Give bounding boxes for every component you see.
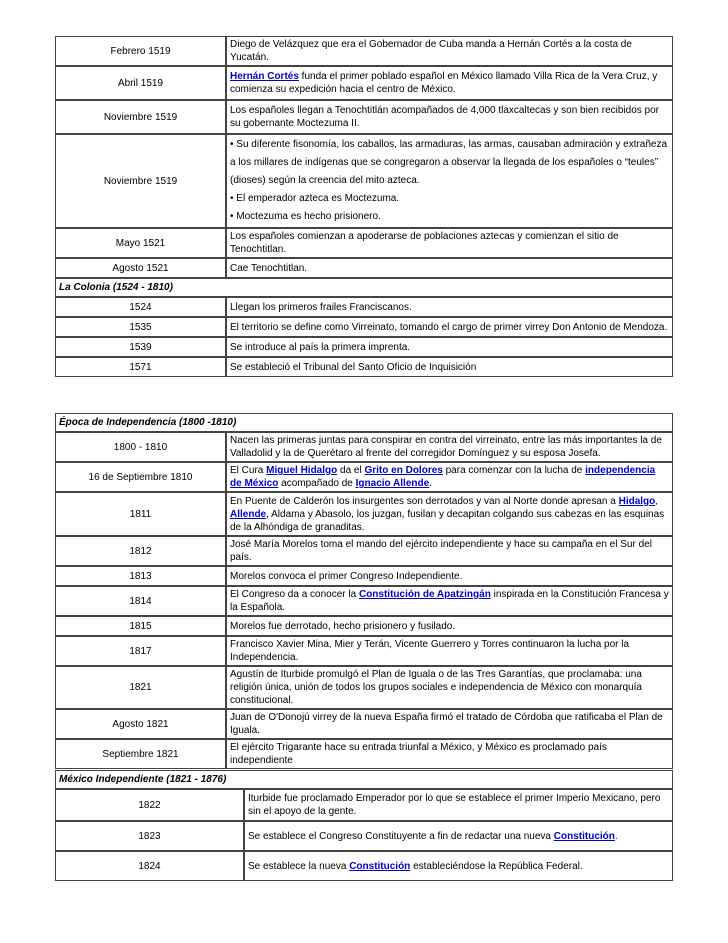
constitucion-link[interactable]: Constitución xyxy=(553,830,615,842)
table-row xyxy=(55,851,673,881)
table-row xyxy=(55,616,673,636)
event-cell: Llegan los primeros frailes Franciscanos. xyxy=(226,297,673,317)
section-row xyxy=(55,413,673,432)
independencia-de-mexico-link[interactable]: independencia de México xyxy=(230,465,656,489)
event-cell xyxy=(244,821,673,851)
section-title-colonia: La Colonia (1524 - 1810) xyxy=(55,278,673,297)
table-row xyxy=(55,536,673,566)
table-row xyxy=(55,492,673,536)
miguel-hidalgo-link[interactable]: Miguel Hidalgo xyxy=(266,465,338,476)
date-cell: 1812 xyxy=(55,536,226,566)
constitucion-link[interactable]: Constitución xyxy=(349,860,411,872)
table-row xyxy=(55,462,673,492)
date-cell: 1817 xyxy=(55,636,226,666)
date-cell: 1800 - 1810 xyxy=(55,432,226,462)
event-cell: Nacen las primeras juntas para conspirar en contra del virreinato, entre las más importantes la de Valladolid y la de Querétaro al frente del corregidor Domínguez y su esposa Josefa. xyxy=(226,432,673,462)
date-cell: 1811 xyxy=(55,492,226,536)
table-row xyxy=(55,337,673,357)
date-cell: Mayo 1521 xyxy=(55,228,226,258)
bullet-item: • Su diferente fisonomía, los caballos, las armaduras, las armas, causaban admiración y extrañeza a los millares de indígenas que se congregaron a observar la llegada de los españoles o “teules” (dioses) según la creencia del mito azteca. xyxy=(230,139,668,186)
event-text: El Congreso da a conocer la xyxy=(230,589,359,600)
date-cell: 1821 xyxy=(55,666,226,709)
date-cell: 1571 xyxy=(55,357,226,377)
table-row xyxy=(55,36,673,66)
event-cell: Iturbide fue proclamado Emperador por lo que se establece el primer Imperio Mexicano, pero sin el apoyo de la gente. xyxy=(244,789,673,821)
allende-link[interactable]: Allende xyxy=(230,508,267,520)
hidalgo-link[interactable]: Hidalgo xyxy=(618,495,656,507)
event-cell xyxy=(244,851,673,881)
event-cell: Agustín de Iturbide promulgó el Plan de Iguala o de las Tres Garantías, que proclamaba: una religión única, unión de todos los grupos sociales e independencia de México con monarquía constitucional. xyxy=(226,666,673,709)
event-cell: José María Morelos toma el mando del ejército independiente y hace su campaña en el Sur del país. xyxy=(226,536,673,566)
independencia-table xyxy=(55,413,673,769)
event-cell: Diego de Velázquez que era el Gobernador de Cuba manda a Hernán Cortés a la costa de Yucatán. xyxy=(226,36,673,66)
table-row xyxy=(55,566,673,586)
date-cell: 1822 xyxy=(55,789,244,821)
event-cell xyxy=(226,492,673,536)
event-cell: Juan de O'Donojú virrey de la nueva España firmó el tratado de Córdoba que ratificaba el Plan de Iguala. xyxy=(226,709,673,739)
event-text: estableciéndose la República Federal. xyxy=(410,860,583,872)
event-cell: Los españoles llegan a Tenochtitlán acompañados de 4,000 tlaxcaltecas y son bien recibidos por su gobernante Moctezuma II. xyxy=(226,100,673,134)
ignacio-allende-link[interactable]: Ignacio Allende xyxy=(355,478,430,489)
bullet-item: • Moctezuma es hecho prisionero. xyxy=(230,211,381,222)
event-text: acompañado de xyxy=(278,478,356,489)
date-cell: Agosto 1521 xyxy=(55,258,226,278)
date-cell: Agosto 1821 xyxy=(55,709,226,739)
event-text: Se establece la nueva xyxy=(248,860,350,872)
event-cell: Cae Tenochtitlan. xyxy=(226,258,673,278)
event-cell: Morelos fue derrotado, hecho prisionero y fusilado. xyxy=(226,616,673,636)
section-row xyxy=(55,278,673,297)
event-text: En Puente de Calderón los insurgentes son derrotados y van al Norte donde apresan a xyxy=(230,495,619,507)
date-cell: Noviembre 1519 xyxy=(55,100,226,134)
date-cell: 1815 xyxy=(55,616,226,636)
table-row xyxy=(55,100,673,134)
table-row xyxy=(55,66,673,100)
date-cell: 16 de Septiembre 1810 xyxy=(55,462,226,492)
date-cell: 1524 xyxy=(55,297,226,317)
date-cell: Septiembre 1821 xyxy=(55,739,226,769)
event-cell xyxy=(226,586,673,616)
event-text: para comenzar con la lucha de xyxy=(442,465,586,476)
table-row xyxy=(55,709,673,739)
event-text: . xyxy=(614,830,618,842)
date-cell: 1823 xyxy=(55,821,244,851)
event-text: , xyxy=(655,495,659,507)
constitucion-apatzingan-link[interactable]: Constitución de Apatzingán xyxy=(358,589,491,600)
date-cell: 1813 xyxy=(55,566,226,586)
conquista-table xyxy=(55,36,673,377)
table-row xyxy=(55,317,673,337)
event-cell: Se estableció el Tribunal del Santo Oficio de Inquisición xyxy=(226,357,673,377)
event-text: El Cura xyxy=(230,465,267,476)
event-cell: El ejército Trigarante hace su entrada triunfal a México, y México es proclamado país independiente xyxy=(226,739,673,769)
mexico-independiente-table xyxy=(55,770,673,881)
date-cell: Abril 1519 xyxy=(55,66,226,100)
date-cell: Febrero 1519 xyxy=(55,36,226,66)
section-row xyxy=(55,770,673,789)
section-title-independencia: Época de Independencia (1800 -1810) xyxy=(55,413,673,432)
event-text: da el xyxy=(337,465,365,476)
date-cell: 1535 xyxy=(55,317,226,337)
table-row xyxy=(55,357,673,377)
date-cell: 1539 xyxy=(55,337,226,357)
table-row xyxy=(55,666,673,709)
table-row xyxy=(55,789,673,821)
event-cell: Morelos convoca el primer Congreso Independiente. xyxy=(226,566,673,586)
event-cell xyxy=(226,462,673,492)
table-row xyxy=(55,821,673,851)
table-row xyxy=(55,228,673,258)
table-row xyxy=(55,134,673,228)
event-text: Se establece el Congreso Constituyente a fin de redactar una nueva xyxy=(248,830,554,842)
date-cell: Noviembre 1519 xyxy=(55,134,226,228)
event-cell: El territorio se define como Virreinato, tomando el cargo de primer virrey Don Antonio de Mendoza. xyxy=(226,317,673,337)
event-cell xyxy=(226,66,673,100)
date-cell: 1824 xyxy=(55,851,244,881)
event-text: , Aldama y Abasolo, los juzgan, fusilan y decapitan colgando sus cabezas en las esquinas de la Alhóndiga de granaditas. xyxy=(230,508,665,533)
table-row xyxy=(55,636,673,666)
bullet-item: • El emperador azteca es Moctezuma. xyxy=(230,193,400,204)
section-title-mexico: México Independiente (1821 - 1876) xyxy=(55,770,673,789)
event-cell: Los españoles comienzan a apoderarse de poblaciones aztecas y comienzan el sitio de Tenochtitlan. xyxy=(226,228,673,258)
event-text: inspirada en la Constitución Francesa y la Española. xyxy=(230,589,669,613)
table-row xyxy=(55,432,673,462)
table-row xyxy=(55,586,673,616)
grito-en-dolores-link[interactable]: Grito en Dolores xyxy=(364,465,443,476)
table-row xyxy=(55,258,673,278)
event-cell xyxy=(226,134,673,228)
hernan-cortes-link[interactable]: Hernán Cortés xyxy=(230,71,299,82)
table-row xyxy=(55,739,673,769)
event-cell: Francisco Xavier Mina, Mier y Terán, Vicente Guerrero y Torres continuaron la lucha por la Independencia. xyxy=(226,636,673,666)
event-text: . xyxy=(429,478,432,489)
event-cell: Se introduce al país la primera imprenta. xyxy=(226,337,673,357)
event-text: funda el primer poblado español en México llamado Villa Rica de la Vera Cruz, y comienza su expedición hacia el centro de México. xyxy=(230,71,658,95)
table-row xyxy=(55,297,673,317)
date-cell: 1814 xyxy=(55,586,226,616)
